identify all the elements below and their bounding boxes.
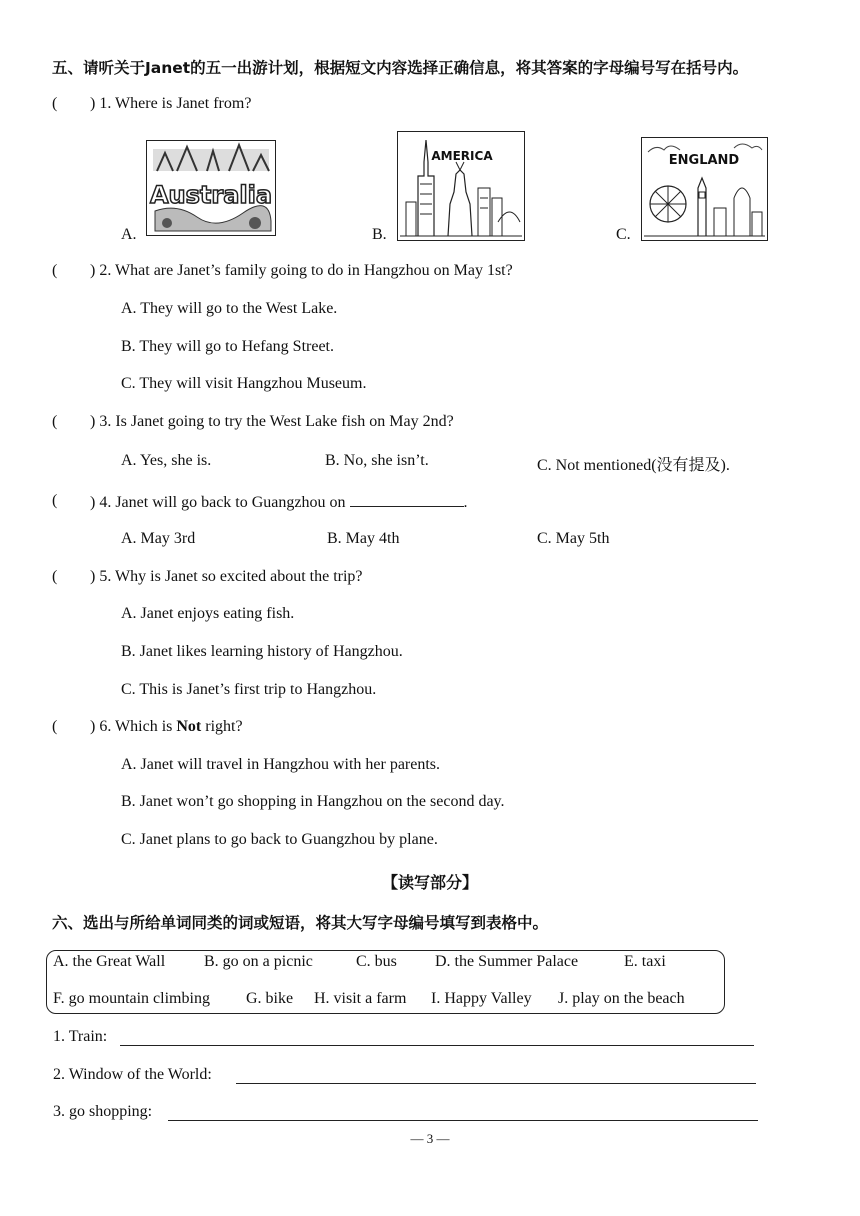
answer-paren-close: ) (90, 262, 96, 279)
word-bank-h: H. visit a farm (314, 990, 407, 1007)
q5-option-c: C. This is Janet’s first trip to Hangzhou. (121, 681, 377, 698)
q3-paren-open: ( (52, 413, 58, 430)
q2-paren-open: ( (52, 262, 58, 279)
england-picture (641, 137, 768, 241)
q4-paren-open: ( (52, 492, 58, 509)
q4-option-a: A. May 3rd (121, 530, 196, 547)
q3-option-b: B. No, she isn’t. (325, 452, 429, 469)
word-bank-c: C. bus (356, 953, 397, 970)
q2-option-a: A. They will go to the West Lake. (121, 300, 338, 317)
q1-option-a-label: A. (121, 226, 137, 243)
word-bank-f: F. go mountain climbing (53, 990, 210, 1007)
australia-illustration (147, 141, 275, 235)
answer-paren-close: ) (90, 494, 96, 511)
q5-text (90, 568, 363, 586)
q4-option-b: B. May 4th (327, 530, 400, 547)
word-bank-b: B. go on a picnic (204, 953, 313, 970)
q1-option-c-label: C. (616, 226, 631, 243)
q3-option-a: A. Yes, she is. (121, 452, 212, 469)
item-2-answer-line[interactable] (236, 1083, 756, 1084)
word-bank-j: J. play on the beach (558, 990, 685, 1007)
question-end: right? (205, 718, 243, 735)
q4-text (90, 492, 468, 512)
question-emphasis: Not (176, 718, 202, 735)
q2-option-c: C. They will visit Hangzhou Museum. (121, 375, 367, 392)
section6-heading: 六、选出与所给单词同类的词或短语，将其大写字母编号填写到表格中。 (52, 914, 549, 932)
q6-text (90, 718, 243, 736)
word-bank-a: A. the Great Wall (53, 953, 166, 970)
england-illustration (642, 138, 767, 240)
q5-paren-open: ( (52, 568, 58, 585)
answer-paren-close: ) (90, 568, 96, 585)
q1-row (52, 95, 57, 113)
section5-heading: 五、请听关于Janet的五一出游计划，根据短文内容选择正确信息，将其答案的字母编号写在括号内。 (52, 59, 749, 77)
word-bank-g: G. bike (246, 990, 294, 1007)
question-text: 3. Is Janet going to try the West Lake fish on May 2nd? (99, 413, 454, 430)
q2-option-b: B. They will go to Hefang Street. (121, 338, 334, 355)
answer-paren-open: ( (52, 95, 58, 112)
question-text: 1. Where is Janet from? (99, 95, 252, 112)
q5-option-a: A. Janet enjoys eating fish. (121, 605, 295, 622)
australia-picture-label: Australia (149, 181, 273, 209)
question-text: 2. What are Janet’s family going to do in Hangzhou on May 1st? (99, 262, 513, 279)
q5-option-b: B. Janet likes learning history of Hangzhou. (121, 643, 403, 660)
item-1-answer-line[interactable] (120, 1045, 754, 1046)
item-3-answer-line[interactable] (168, 1120, 758, 1121)
question-end: . (463, 494, 468, 511)
q3-text (90, 413, 454, 431)
answer-paren-close: ) (90, 718, 96, 735)
england-picture-label: ENGLAND (668, 153, 740, 168)
q1-text (90, 95, 251, 113)
word-bank-d: D. the Summer Palace (435, 953, 579, 970)
q6-option-c: C. Janet plans to go back to Guangzhou by plane. (121, 831, 438, 848)
australia-picture (146, 140, 276, 236)
q4-option-c: C. May 5th (537, 530, 610, 547)
word-bank-i: I. Happy Valley (431, 990, 532, 1007)
item-3-label: 3. go shopping: (53, 1103, 153, 1120)
answer-blank[interactable] (350, 492, 464, 507)
word-bank-e: E. taxi (624, 953, 666, 970)
question-text: 5. Why is Janet so excited about the trip? (99, 568, 363, 585)
q2-text (90, 262, 513, 280)
page-number: — 3 — (410, 1131, 450, 1146)
q1-option-b-label: B. (372, 226, 387, 243)
question-text: 4. Janet will go back to Guangzhou on (99, 494, 346, 511)
answer-paren-close: ) (90, 413, 96, 430)
question-text: 6. Which is (99, 718, 173, 735)
q6-paren-open: ( (52, 718, 58, 735)
q6-option-a: A. Janet will travel in Hangzhou with her parents. (121, 756, 441, 773)
answer-paren-close: ) (90, 95, 96, 112)
q3-option-c: C. Not mentioned(没有提及). (537, 457, 730, 474)
q6-option-b: B. Janet won’t go shopping in Hangzhou on the second day. (121, 793, 505, 810)
america-picture-label: AMERICA (431, 149, 493, 163)
item-2-label: 2. Window of the World: (53, 1066, 212, 1083)
america-picture (397, 131, 525, 241)
america-illustration (398, 132, 524, 240)
reading-writing-title: 【读写部分】 (381, 873, 478, 892)
item-1-label: 1. Train: (53, 1028, 108, 1045)
